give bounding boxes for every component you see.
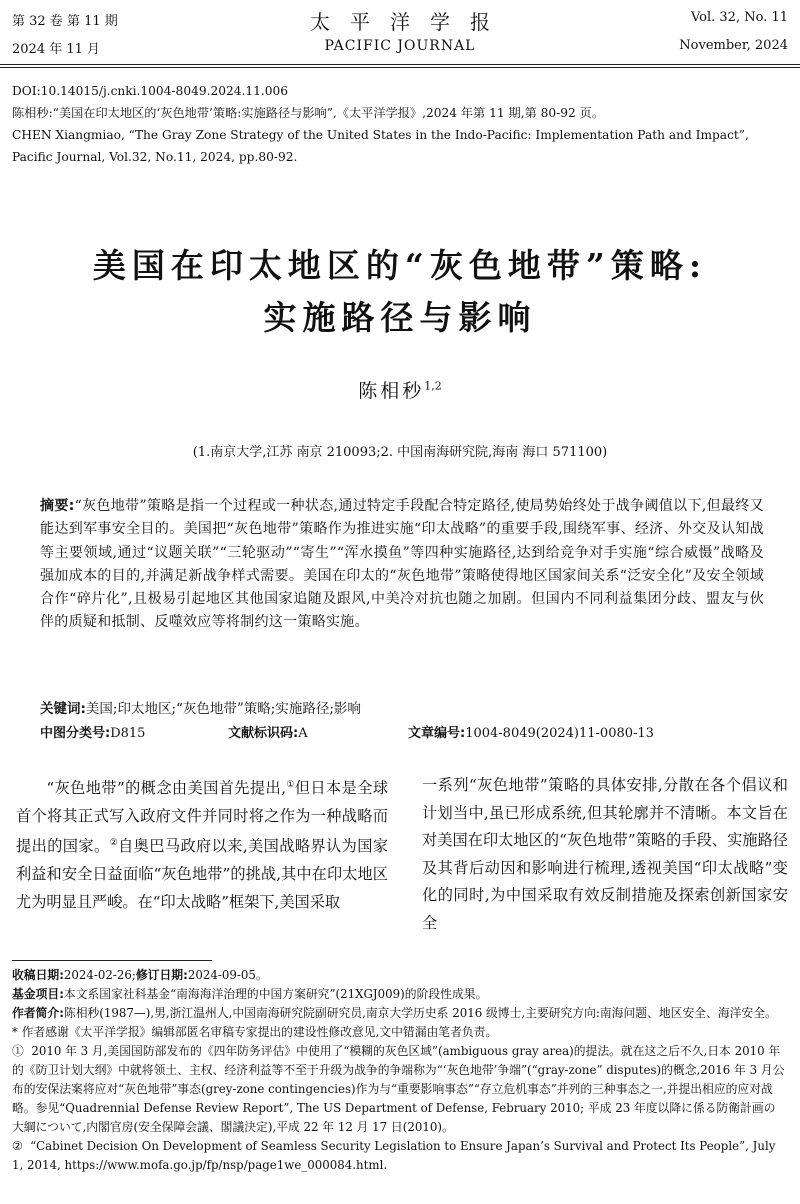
abstract [40,495,764,635]
volume-issue-cn: 第 32 卷 第 11 期 [12,14,118,29]
footnote-2-mark: ② [12,1139,23,1153]
affiliation: (1.南京大学,江苏 南京 210093;2. 中国南海研究院,海南 海口 571100) [192,445,608,460]
author [0,376,800,403]
doi: DOI:10.14015/j.cnki.1004-8049.2024.11.006 [12,84,288,98]
article-value: 1004-8049(2024)11-0080-13 [465,726,654,741]
footnote-1-mark: ① [12,1044,24,1058]
body-text-1: “灰色地带”的概念由美国首先提出, [46,779,286,798]
footnote-ref-2[interactable]: ② [109,838,119,849]
clc-code [40,722,145,741]
classification-line [40,722,764,742]
header-rule-thin [0,67,800,68]
doc-label: 文献标识码: [228,726,299,741]
fund-line [12,985,786,1004]
footnote-ref-1[interactable]: ① [285,780,295,790]
abstract-text: “灰色地带”策略是指一个过程或一种状态,通过特定手段配合特定路径,使局势始终处于战争阈值以下,但最终又能达到军事安全目的。美国把“灰色地带”策略作为推进实施“印太战略”的重要手段,围绕军事、经济、外交及认知战等主要领域,通过“议题关联”“三轮驱动”“寄生”“浑水摸鱼”等四种实施路径,达到给竞争对手实施“综合威慑”战略及强加成本的目的,并满足新战争样式需要。美国在印太的“灰色地带”策略使得地区国家间关系“泛安全化”及安全领域合作“碎片化”,且极易引起地区其他国家追随及跟风,中美冷对抗也随之加剧。但国内不同利益集团分歧、盟友与伙伴的质疑和抵制、反噬效应等将制约这一策略实施。 [40,498,765,631]
footnote-1 [12,1042,786,1137]
body-text-3: 自奥巴马政府以来,美国战略界认为国家利益和安全日益面临“灰色地带”的挑战,其中在印太地区尤为明显且严峻。在“印太战略”框架下,美国采取 [16,837,389,911]
revised-label: 修订日期: [135,968,188,982]
article-title [0,240,800,344]
footnote-2 [12,1137,786,1175]
keywords-label: 关键词: [40,701,86,717]
article-number [408,722,654,741]
body-paragraph-cont: 一系列“灰色地带”策略的具体安排,分散在各个倡议和计划当中,虽已形成系统,但其轮廓并不清晰。本文旨在对美国在印太地区的“灰色地带”策略的手段、实施路径及其背后动因和影响进行梳理,透视美国“印太战略”变化的同时,为中国采取有效反制措施及探索创新国家安全 [422,776,788,932]
abstract-label: 摘要: [40,498,75,514]
doc-code [228,722,308,741]
thanks-note: * 作者感谢《太平洋学报》编辑部匿名审稿专家提出的建设性修改意见,文中错漏由笔者负责。 [12,1025,498,1039]
date-en: November, 2024 [679,38,788,53]
body-column-right [422,772,788,938]
fund-label: 基金项目: [12,987,64,1001]
keywords-text: 美国;印太地区;“灰色地带”策略;实施路径;影响 [85,701,361,717]
footnote-1-text: 2010 年 3 月,美国国防部发布的《四年防务评估》中使用了“模糊的灰色区域”(ambiguous gray area)的提法。就在这之后不久,日本 2010 年的《防卫计划大纲》中就将领土、主权、经济利益等不至于升级为战争的争端称为“‘灰色地带’争端”(“gray-zone” disputes)的概念,2016 年 3 月公布的安保法案将应对“灰色地带”事态(grey-zone contingencies)作为与“重要影响事态”“存立危机事态”并列的三种事态之一,并提出相应的应对战略。参见“Quadrennial Defense Review Report”, The US Department of Defense, February 2010; 平成 23 年度以降に係る防衛計画の大綱について,内閣官房(安全保障会議、閣議決定),平成 22 年 12 月 17 日(2010)。 [12,1044,785,1134]
body-text-2: 但日本是全球首个将其正式写入政府文件并同时将之作为一种战略而提出的国家。 [16,779,389,856]
author-bio-text: 陈相秒(1987—),男,浙江温州人,中国南海研究院副研究员,南京大学历史系 2016 级博士,主要研究方向:南海问题、地区安全、海洋安全。 [63,1006,777,1020]
article-label: 文章编号: [408,726,466,741]
title-line-1: 美国在印太地区的“灰色地带”策略: [92,246,708,285]
running-header [12,8,788,60]
body-paragraph [16,772,388,916]
author-bio [12,1004,786,1023]
citation-block [12,80,786,168]
revised-date: 2024-09-05。 [187,968,268,982]
dates-line [12,966,786,985]
keywords [40,697,764,717]
volume-issue-en: Vol. 32, No. 11 [690,10,788,25]
body-column-left [16,772,388,916]
author-bio-label: 作者简介: [12,1006,64,1020]
author-name: 陈相秒 [358,380,425,402]
footnotes [12,966,786,1175]
journal-name-en: PACIFIC JOURNAL [324,38,476,54]
citation-cn: 陈相秒:“美国在印太地区的‘灰色地带’策略:实施路径与影响”,《太平洋学报》,2024 年第 11 期,第 80-92 页。 [12,106,605,120]
clc-value: D815 [110,726,146,741]
received-date: 2024-02-26; [63,968,136,982]
doc-value: A [298,726,308,741]
date-cn: 2024 年 11 月 [12,42,101,57]
footnote-rule [12,960,212,961]
clc-label: 中图分类号: [40,726,111,741]
title-line-2: 实施路径与影响 [263,298,537,337]
journal-name-cn: 太平洋学报 [310,10,510,34]
author-affil-mark: 1,2 [424,379,442,393]
footnote-2-text: “Cabinet Decision On Development of Seamless Security Legislation to Ensure Japan’s Survival and Protect Its People”, July 1, 2014, https://www.mofa.go.jp/fp/nsp/page1we_000084.html. [12,1139,776,1172]
fund-text: 本文系国家社科基金“南海海洋治理的中国方案研究”(21XGJ009)的阶段性成果。 [63,987,488,1001]
header-rule-thick [0,64,800,65]
citation-en: CHEN Xiangmiao, “The Gray Zone Strategy of the United States in the Indo-Pacific: Implementation Path and Impact”, Pacific Journal, Vol.32, No.11, 2024, pp.80-92. [12,128,749,164]
received-label: 收稿日期: [12,968,64,982]
